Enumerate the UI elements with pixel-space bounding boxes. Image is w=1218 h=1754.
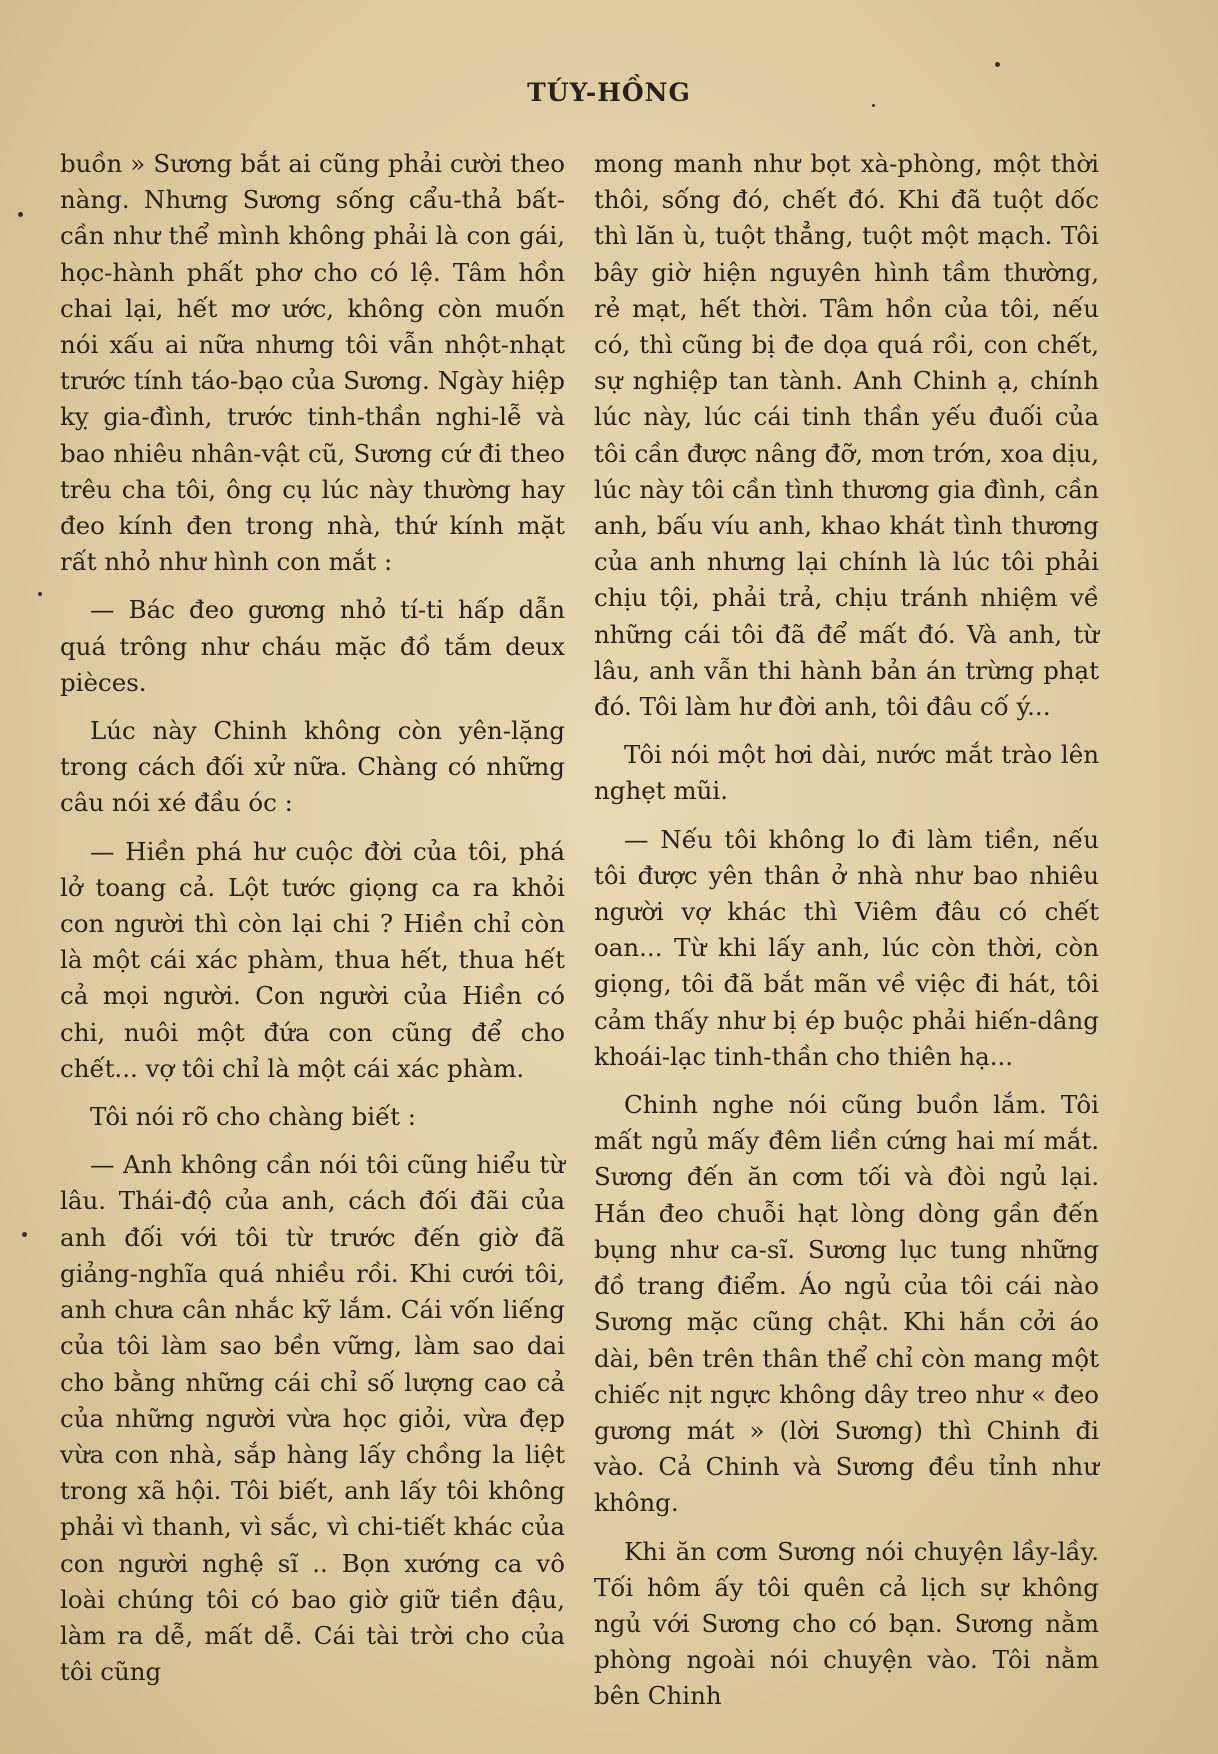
- ink-speck: [872, 104, 875, 107]
- ink-speck: [38, 592, 42, 596]
- paragraph: buồn » Sương bắt ai cũng phải cười theo nàng. Nhưng Sương sống cẩu-thả bất-cần như thể mình không phải là con gái, học-hành phất phơ cho có lệ. Tâm hồn chai lại, hết mơ ước, không còn muốn nói xấu ai nữa nhưng tôi vẫn nhột-nhạt trước tính táo-bạo của Sương. Ngày hiệp kỵ gia-đình, trước tinh-thần nghi-lễ và bao nhiêu nhân-vật cũ, Sương cứ đi theo trêu cha tôi, ông cụ lúc này thường hay đeo kính đen trong nhà, thứ kính mặt rất nhỏ như hình con mắt :: [60, 149, 565, 577]
- paragraph: mong manh như bọt xà-phòng, một thời thôi, sống đó, chết đó. Khi đã tuột dốc thì lăn ù, tuột thẳng, tuột một mạch. Tôi bây giờ hiện nguyên hình tầm thường, rẻ mạt, hết thời. Tâm hồn của tôi, nếu có, thì cũng bị đe dọa quá rồi, con chết, sự nghiệp tan tành. Anh Chinh ạ, chính lúc này, lúc cái tinh thần yếu đuối của tôi cần được nâng đỡ, mơn trớn, xoa dịu, lúc này tôi cần tình thương gia đình, cần anh, bấu víu anh, khao khát tình thương của anh nhưng lại chính là lúc tôi phải chịu tội, phải trả, chịu tránh nhiệm về những cái tôi đã để mất đó. Và anh, từ lâu, anh vẫn thi hành bản án trừng phạt đó. Tôi làm hư đời anh, tôi đâu cố ý...: [594, 149, 1099, 722]
- paragraph: — Hiền phá hư cuộc đời của tôi, phá lở toang cả. Lột tước giọng ca ra khỏi con người thì còn lại chi ? Hiền chỉ còn là một cái xác phàm, thua hết, thua hết cả mọi người. Con người của Hiền có chi, nuôi một đứa con cũng để cho chết... vợ tôi chỉ là một cái xác phàm.: [60, 836, 565, 1083]
- paragraph: Tôi nói một hơi dài, nước mắt trào lên nghẹt mũi.: [594, 740, 1099, 806]
- ink-speck: [22, 1232, 27, 1237]
- ink-speck: [995, 62, 1000, 67]
- running-header: TÚY-HỒNG: [527, 78, 691, 107]
- right-column: [594, 146, 1099, 1727]
- paragraph: — Anh không cần nói tôi cũng hiểu từ lâu. Thái-độ của anh, cách đối đãi của anh đối với tôi từ trước đến giờ đã giảng-nghĩa quá nhiều rồi. Khi cưới tôi, anh chưa cân nhắc kỹ lắm. Cái vốn liếng của tôi làm sao bền vững, làm sao dai cho bằng những cái chỉ số lượng cao cả của những người vừa học giỏi, vừa đẹp vừa con nhà, sắp hàng lấy chồng la liệt trong xã hội. Tôi biết, anh lấy tôi không phải vì thanh, vì sắc, vì chi-tiết khác của con người nghệ sĩ .. Bọn xướng ca vô loài chúng tôi có bao giờ giữ tiền đậu, làm ra dễ, mất dễ. Cái tài trời cho của tôi cũng: [60, 1150, 565, 1687]
- paragraph: Khi ăn cơm Sương nói chuyện lầy-lầy. Tối hôm ấy tôi quên cả lịch sự không ngủ với Sương cho có bạn. Sương nằm phòng ngoài nói chuyện vào. Tôi nằm bên Chinh: [594, 1536, 1099, 1711]
- left-column: [60, 146, 565, 1702]
- paragraph: Chinh nghe nói cũng buồn lắm. Tôi mất ngủ mấy đêm liền cứng hai mí mắt. Sương đến ăn cơm tối và đòi ngủ lại. Hắn đeo chuỗi hạt lòng dòng gần đến bụng như ca-sĩ. Sương lục tung những đồ trang điểm. Áo ngủ của tôi cái nào Sương mặc cũng chật. Khi hắn cởi áo dài, bên trên thân thể chỉ còn mang một chiếc nịt ngực không dây treo như « đeo gương mát » (lời Sương) thì Chinh đi vào. Cả Chinh và Sương đều tỉnh như không.: [594, 1090, 1099, 1518]
- paragraph: — Bác đeo gương nhỏ tí-ti hấp dẫn quá trông như cháu mặc đồ tắm deux pièces.: [60, 595, 565, 697]
- ink-speck: [18, 212, 23, 217]
- paragraph: Tôi nói rõ cho chàng biết :: [90, 1102, 417, 1132]
- paragraph: — Nếu tôi không lo đi làm tiền, nếu tôi được yên thân ở nhà như bao nhiêu người vợ khác thì Viêm đâu có chết oan... Từ khi lấy anh, lúc còn thời, còn giọng, tôi đã bắt mãn về việc đi hát, tôi cảm thấy như bị ép buộc phải hiến-dâng khoái-lạc tinh-thần cho thiên hạ...: [594, 824, 1099, 1071]
- paragraph: Lúc này Chinh không còn yên-lặng trong cách đối xử nữa. Chàng có những câu nói xé đầu óc :: [60, 716, 565, 818]
